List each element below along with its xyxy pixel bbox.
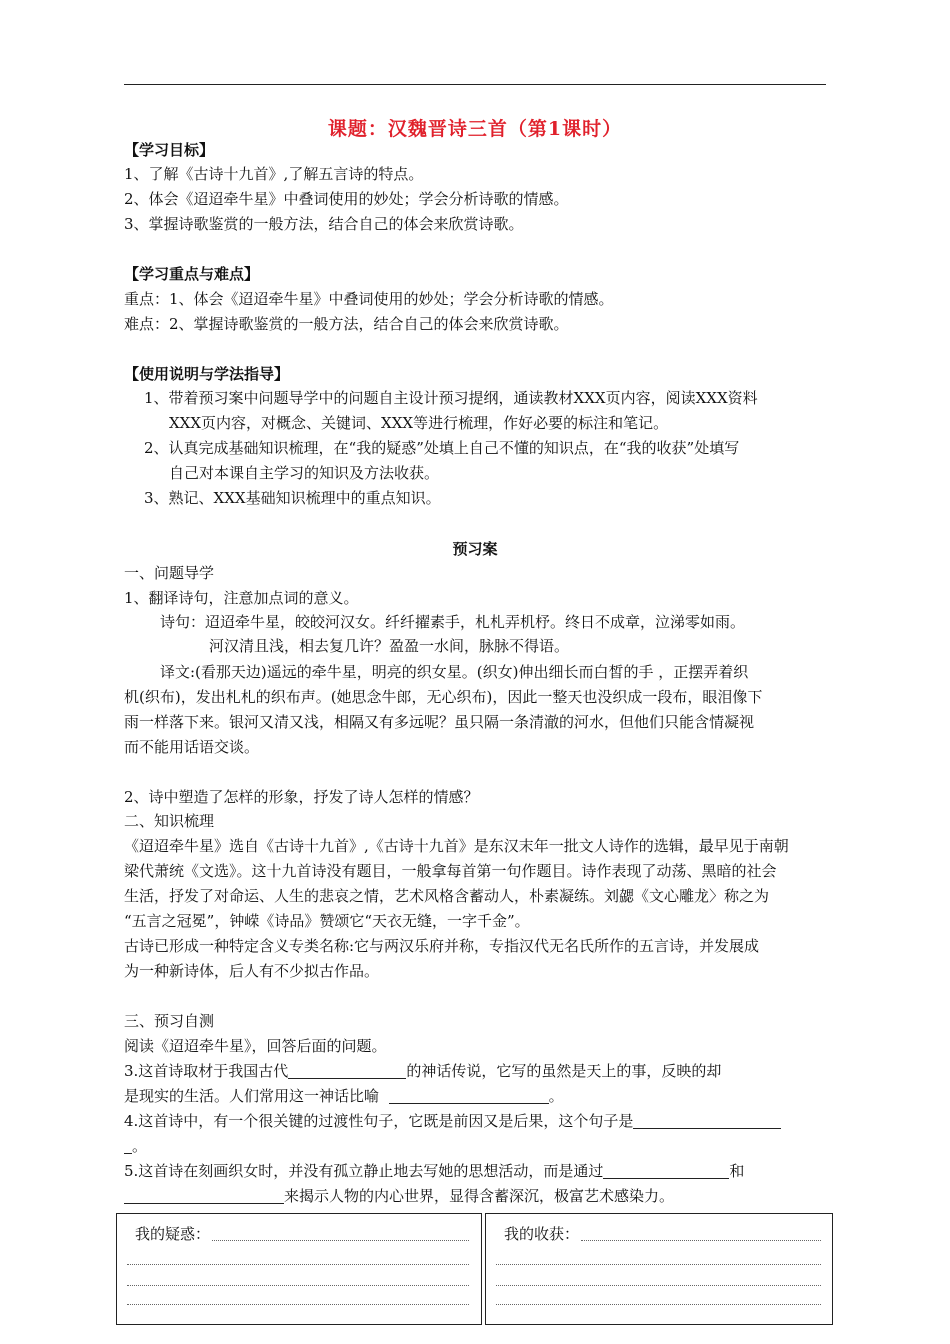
goal-item: 1、了解《古诗十九首》,了解五言诗的特点。: [124, 165, 424, 183]
writing-line: [212, 1240, 469, 1241]
knowledge-line: 生活，抒发了对命运、人生的悲哀之情，艺术风格含蓄动人，朴素凝练。刘勰《文心雕龙〉称之为: [124, 887, 770, 905]
knowledge-line: 古诗已形成一种特定含义专类名称:它与两汉乐府并称，专指汉代无名氏所作的五言诗，并发展成: [124, 937, 760, 955]
knowledge-line: “五言之冠冕”，钟嵘《诗品》赞颂它“天衣无缝，一字千金”。: [124, 912, 530, 930]
translation-line: 而不能用话语交谈。: [124, 738, 260, 756]
answer-blank[interactable]: [603, 1163, 729, 1179]
test-question-5-cont: 来揭示人物的内心世界，显得含蓄深沉，极富艺术感染力。: [124, 1186, 674, 1206]
section-heading: 二、知识梳理: [124, 812, 215, 830]
knowledge-line: 为一种新诗体，后人有不少拟古作品。: [124, 962, 380, 980]
question-1: 1、翻译诗句，注意加点词的意义。: [124, 589, 359, 607]
test-question-3-cont: 是现实的生活。人们常用这一神话比喻 。: [124, 1087, 564, 1105]
section-heading: 三、预习自测: [124, 1012, 215, 1030]
test-question-5: 5.这首诗在刻画织女时，并没有孤立静止地去写她的思想活动，而是通过 和: [124, 1162, 745, 1180]
instruction-line: 3、熟记、XXX基础知识梳理中的重点知识。: [144, 489, 441, 507]
writing-line: [496, 1304, 821, 1305]
translation-line: 译文:(看那天边)遥远的牵牛星，明亮的织女星。(织女)伸出细长而白皙的手 ，正摆弄着织: [160, 663, 749, 681]
difficulty-point: 难点：2、掌握诗歌鉴赏的一般方法，结合自己的体会来欣赏诗歌。: [124, 315, 569, 333]
keypoints-heading: 【学习重点与难点】: [124, 265, 260, 283]
writing-line: [496, 1264, 821, 1265]
instruction-line: 2、认真完成基础知识梳理，在“我的疑惑”处填上自己不懂的知识点，在“我的收获”处填写: [144, 439, 740, 457]
header-rule: [124, 84, 826, 85]
reading-instruction: 阅读《迢迢牵牛星》，回答后面的问题。: [124, 1037, 387, 1055]
goals-heading: 【学习目标】: [124, 141, 215, 159]
writing-line: [127, 1264, 469, 1265]
gains-box[interactable]: [485, 1213, 833, 1325]
poem-line: 诗句：迢迢牵牛星，皎皎河汉女。纤纤擢素手，札札弄机杼。终日不成章，泣涕零如雨。: [160, 613, 746, 631]
knowledge-line: 梁代萧统《文选》。这十九首诗没有题目，一般拿每首第一句作题目。诗作表现了动荡、黑暗的社会: [124, 862, 777, 880]
answer-blank[interactable]: [633, 1113, 781, 1129]
writing-line: [127, 1285, 469, 1286]
translation-line: 雨一样落下来。银河又清又浅，相隔又有多远呢？虽只隔一条清澈的河水，但他们只能含情凝视: [124, 713, 755, 731]
test-question-3: 3.这首诗取材于我国古代 的神话传说，它写的虽然是天上的事，反映的却: [124, 1062, 722, 1080]
question-2: 2、诗中塑造了怎样的形象，抒发了诗人怎样的情感？: [124, 788, 479, 806]
instruction-line: 自己对本课自主学习的知识及方法收获。: [169, 464, 440, 482]
knowledge-line: 《迢迢牵牛星》选自《古诗十九首》,《古诗十九首》是东汉末年一批文人诗作的选辑，最早见于南朝: [124, 837, 789, 855]
instruction-line: 1、带着预习案中问题导学中的问题自主设计预习提纲，通读教材XXX页内容，阅读XXX资料: [144, 389, 758, 407]
page-title: 课题：汉魏晋诗三首（第1课时）: [327, 118, 623, 140]
answer-blank[interactable]: [288, 1063, 406, 1079]
instruction-line: XXX页内容，对概念、关键词、XXX等进行梳理，作好必要的标注和笔记。: [169, 414, 669, 432]
answer-blank[interactable]: [389, 1088, 549, 1104]
instructions-heading: 【使用说明与学法指导】: [124, 365, 290, 383]
translation-line: 机(织布)，发出札札的织布声。(她思念牛郎，无心织布)，因此一整天也没织成一段布，眼泪像下: [124, 688, 763, 706]
doubts-box[interactable]: [116, 1213, 482, 1325]
goal-item: 2、体会《迢迢牵牛星》中叠词使用的妙处；学会分析诗歌的情感。: [124, 190, 569, 208]
section-heading: 一、问题导学: [124, 564, 215, 582]
preview-heading: 预习案: [452, 540, 498, 558]
answer-blank[interactable]: [124, 1138, 132, 1154]
gains-label: 我的收获：: [504, 1225, 580, 1243]
goal-item: 3、掌握诗歌鉴赏的一般方法，结合自己的体会来欣赏诗歌。: [124, 215, 524, 233]
focus-point: 重点：1、体会《迢迢牵牛星》中叠词使用的妙处；学会分析诗歌的情感。: [124, 290, 614, 308]
writing-line: [496, 1285, 821, 1286]
writing-line: [127, 1304, 469, 1305]
poem-line: 河汉清且浅，相去复几许？盈盈一水间，脉脉不得语。: [209, 637, 570, 655]
test-question-4-cont: 。: [124, 1136, 147, 1156]
doubts-label: 我的疑惑：: [135, 1225, 211, 1243]
test-question-4: 4.这首诗中，有一个很关键的过渡性句子，它既是前因又是后果，这个句子是: [124, 1111, 781, 1131]
answer-blank[interactable]: [124, 1188, 284, 1204]
writing-line: [581, 1240, 821, 1241]
